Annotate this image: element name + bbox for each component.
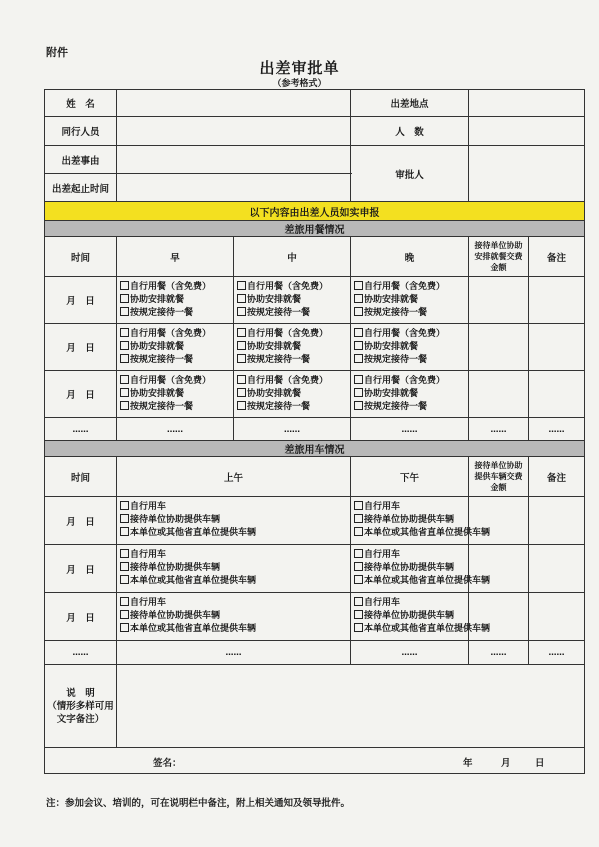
checkbox-icon[interactable] bbox=[120, 501, 129, 510]
year-label: 年 bbox=[463, 758, 473, 769]
headcount-field[interactable] bbox=[469, 117, 585, 146]
date-cell[interactable]: 月 日 bbox=[45, 545, 117, 593]
amount-field[interactable] bbox=[469, 324, 529, 371]
ellipsis: …… bbox=[469, 418, 529, 441]
checkbox-option[interactable]: 自行用餐（含免费） bbox=[354, 375, 466, 388]
signature-row bbox=[45, 748, 585, 774]
meals-ellipsis-row bbox=[45, 418, 585, 441]
name-label: 姓 名 bbox=[45, 90, 117, 117]
checkbox-icon[interactable] bbox=[237, 281, 246, 290]
vehicles-col-afternoon: 下午 bbox=[351, 457, 469, 497]
form-subtitle: （参考格式） bbox=[272, 79, 327, 89]
checkbox-option[interactable]: 本单位或其他省直单位提供车辆 bbox=[354, 527, 466, 540]
checkbox-icon[interactable] bbox=[237, 294, 246, 303]
explanation-title: 说 明 bbox=[66, 687, 95, 699]
remark-field[interactable] bbox=[529, 324, 585, 371]
companions-field[interactable] bbox=[117, 117, 351, 146]
date-cell[interactable]: 月 日 bbox=[45, 371, 117, 418]
checkbox-icon[interactable] bbox=[120, 527, 129, 536]
checkbox-option[interactable]: 本单位或其他省直单位提供车辆 bbox=[354, 623, 466, 636]
checkbox-option[interactable]: 本单位或其他省直单位提供车辆 bbox=[120, 527, 348, 540]
explanation-label bbox=[45, 665, 117, 748]
amount-field[interactable] bbox=[469, 277, 529, 324]
day-label: 日 bbox=[535, 758, 545, 769]
remark-field[interactable] bbox=[529, 497, 585, 545]
checkbox-icon[interactable] bbox=[354, 294, 363, 303]
checkbox-icon[interactable] bbox=[120, 388, 129, 397]
checkbox-option[interactable]: 协助安排就餐 bbox=[354, 341, 466, 354]
name-field[interactable] bbox=[117, 90, 351, 117]
remark-field[interactable] bbox=[529, 545, 585, 593]
meals-row bbox=[45, 371, 585, 418]
breakfast-options bbox=[117, 324, 234, 371]
checkbox-icon[interactable] bbox=[354, 562, 363, 571]
checkbox-option[interactable]: 本单位或其他省直单位提供车辆 bbox=[120, 623, 348, 636]
checkbox-icon[interactable] bbox=[354, 623, 363, 632]
checkbox-icon[interactable] bbox=[120, 281, 129, 290]
checkbox-icon[interactable] bbox=[237, 307, 246, 316]
afternoon-options bbox=[351, 545, 491, 593]
dinner-options bbox=[351, 324, 469, 371]
checkbox-icon[interactable] bbox=[354, 375, 363, 384]
checkbox-icon[interactable] bbox=[354, 328, 363, 337]
checkbox-icon[interactable] bbox=[354, 501, 363, 510]
vehicles-row bbox=[45, 545, 585, 593]
checkbox-option[interactable]: 按规定接待一餐 bbox=[237, 307, 348, 320]
checkbox-option[interactable]: 自行用餐（含免费） bbox=[354, 328, 466, 341]
meals-col-time: 时间 bbox=[45, 237, 117, 277]
vehicles-row bbox=[45, 593, 585, 641]
checkbox-icon[interactable] bbox=[237, 388, 246, 397]
remark-field[interactable] bbox=[529, 371, 585, 418]
checkbox-option[interactable]: 协助安排就餐 bbox=[354, 388, 466, 401]
checkbox-option[interactable]: 自行用车 bbox=[120, 597, 348, 610]
checkbox-icon[interactable] bbox=[237, 328, 246, 337]
dinner-options bbox=[351, 277, 469, 324]
vehicles-col-remark: 备注 bbox=[529, 457, 585, 497]
lunch-options bbox=[234, 324, 351, 371]
checkbox-icon[interactable] bbox=[120, 597, 129, 606]
period-field[interactable] bbox=[117, 174, 351, 202]
checkbox-icon[interactable] bbox=[237, 354, 246, 363]
companions-label: 同行人员 bbox=[45, 117, 117, 146]
explanation-hint: （情形多样可用文字备注） bbox=[47, 700, 114, 725]
checkbox-option[interactable]: 自行用餐（含免费） bbox=[237, 281, 348, 294]
checkbox-icon[interactable] bbox=[120, 549, 129, 558]
declaration-banner: 以下内容由出差人员如实申报 bbox=[45, 202, 585, 221]
checkbox-icon[interactable] bbox=[354, 388, 363, 397]
form-title: 出差审批单 bbox=[259, 59, 340, 77]
checkbox-icon[interactable] bbox=[354, 401, 363, 410]
breakfast-options bbox=[117, 371, 234, 418]
remark-field[interactable] bbox=[529, 277, 585, 324]
dinner-options bbox=[351, 371, 469, 418]
lunch-options bbox=[234, 371, 351, 418]
reason-label: 出差事由 bbox=[45, 146, 117, 174]
footnote: 注：参加会议、培训的，可在说明栏中备注，附上相关通知及领导批件。 bbox=[46, 798, 351, 809]
checkbox-option[interactable]: 自行用餐（含免费） bbox=[120, 375, 231, 388]
attachment-label: 附件 bbox=[46, 46, 68, 59]
checkbox-option[interactable]: 协助安排就餐 bbox=[237, 341, 348, 354]
date-cell[interactable]: 月 日 bbox=[45, 497, 117, 545]
checkbox-icon[interactable] bbox=[120, 294, 129, 303]
checkbox-icon[interactable] bbox=[354, 281, 363, 290]
checkbox-icon[interactable] bbox=[120, 341, 129, 350]
vehicles-col-morning: 上午 bbox=[117, 457, 351, 497]
vehicles-ellipsis-row bbox=[45, 641, 585, 665]
checkbox-option[interactable]: 按规定接待一餐 bbox=[237, 401, 348, 414]
morning-options bbox=[117, 497, 351, 545]
meals-row bbox=[45, 324, 585, 371]
checkbox-option[interactable]: 自行用车 bbox=[120, 501, 348, 514]
checkbox-option[interactable]: 自行用餐（含免费） bbox=[237, 375, 348, 388]
amount-field[interactable] bbox=[469, 371, 529, 418]
checkbox-icon[interactable] bbox=[354, 354, 363, 363]
checkbox-icon[interactable] bbox=[354, 610, 363, 619]
meals-col-breakfast: 早 bbox=[117, 237, 234, 277]
vehicles-col-time: 时间 bbox=[45, 457, 117, 497]
checkbox-icon[interactable] bbox=[237, 375, 246, 384]
checkbox-option[interactable]: 接待单位协助提供车辆 bbox=[120, 610, 348, 623]
approver-field[interactable] bbox=[469, 146, 585, 202]
reason-field[interactable] bbox=[117, 146, 351, 174]
checkbox-option[interactable]: 按规定接待一餐 bbox=[354, 307, 466, 320]
checkbox-icon[interactable] bbox=[120, 401, 129, 410]
afternoon-options bbox=[351, 497, 491, 545]
signature-label: 签名： bbox=[153, 758, 182, 769]
checkbox-option[interactable]: 自行用餐（含免费） bbox=[120, 281, 231, 294]
ellipsis: …… bbox=[45, 641, 117, 665]
checkbox-icon[interactable] bbox=[120, 562, 129, 571]
ellipsis: …… bbox=[117, 418, 234, 441]
checkbox-option[interactable]: 按规定接待一餐 bbox=[354, 354, 466, 367]
checkbox-icon[interactable] bbox=[120, 610, 129, 619]
remark-field[interactable] bbox=[529, 593, 585, 641]
checkbox-option[interactable]: 自行用车 bbox=[354, 597, 466, 610]
checkbox-icon[interactable] bbox=[237, 401, 246, 410]
checkbox-option[interactable]: 自行用车 bbox=[354, 501, 466, 514]
checkbox-icon[interactable] bbox=[120, 623, 129, 632]
checkbox-icon[interactable] bbox=[354, 307, 363, 316]
meals-section-title: 差旅用餐情况 bbox=[45, 221, 585, 237]
meals-col-amount: 接待单位协助安排就餐交费金额 bbox=[469, 237, 529, 277]
destination-field[interactable] bbox=[469, 90, 585, 117]
explanation-field[interactable] bbox=[117, 665, 585, 748]
ellipsis: …… bbox=[529, 418, 585, 441]
vehicles-col-amount: 接待单位协助提供车辆交费金额 bbox=[469, 457, 529, 497]
checkbox-option[interactable]: 自行用车 bbox=[120, 549, 348, 562]
checkbox-option[interactable]: 接待单位协助提供车辆 bbox=[354, 562, 466, 575]
month-label: 月 bbox=[501, 758, 511, 769]
checkbox-option[interactable]: 接待单位协助提供车辆 bbox=[354, 610, 466, 623]
approver-label: 审批人 bbox=[351, 146, 469, 202]
checkbox-option[interactable]: 自行用车 bbox=[354, 549, 466, 562]
checkbox-icon[interactable] bbox=[354, 514, 363, 523]
destination-label: 出差地点 bbox=[351, 90, 469, 117]
morning-options bbox=[117, 593, 351, 641]
checkbox-icon[interactable] bbox=[354, 527, 363, 536]
meals-col-lunch: 中 bbox=[234, 237, 351, 277]
morning-options bbox=[117, 545, 351, 593]
checkbox-icon[interactable] bbox=[354, 341, 363, 350]
checkbox-option[interactable]: 协助安排就餐 bbox=[120, 341, 231, 354]
checkbox-option[interactable]: 本单位或其他省直单位提供车辆 bbox=[120, 575, 348, 588]
checkbox-option[interactable]: 自行用餐（含免费） bbox=[237, 328, 348, 341]
checkbox-option[interactable]: 自行用餐（含免费） bbox=[120, 328, 231, 341]
checkbox-option[interactable]: 按规定接待一餐 bbox=[120, 401, 231, 414]
lunch-options bbox=[234, 277, 351, 324]
vehicles-row bbox=[45, 497, 585, 545]
checkbox-icon[interactable] bbox=[120, 514, 129, 523]
checkbox-icon[interactable] bbox=[120, 375, 129, 384]
headcount-label: 人 数 bbox=[351, 117, 469, 146]
checkbox-option[interactable]: 协助安排就餐 bbox=[120, 388, 231, 401]
checkbox-option[interactable]: 协助安排就餐 bbox=[120, 294, 231, 307]
checkbox-option[interactable]: 按规定接待一餐 bbox=[237, 354, 348, 367]
checkbox-option[interactable]: 协助安排就餐 bbox=[237, 388, 348, 401]
afternoon-options bbox=[351, 593, 491, 641]
meals-col-remark: 备注 bbox=[529, 237, 585, 277]
checkbox-icon[interactable] bbox=[120, 307, 129, 316]
checkbox-option[interactable]: 按规定接待一餐 bbox=[120, 307, 231, 320]
checkbox-option[interactable]: 本单位或其他省直单位提供车辆 bbox=[354, 575, 466, 588]
checkbox-option[interactable]: 按规定接待一餐 bbox=[120, 354, 231, 367]
checkbox-option[interactable]: 接待单位协助提供车辆 bbox=[120, 562, 348, 575]
checkbox-icon[interactable] bbox=[120, 575, 129, 584]
checkbox-option[interactable]: 自行用餐（含免费） bbox=[354, 281, 466, 294]
checkbox-icon[interactable] bbox=[354, 597, 363, 606]
ellipsis: …… bbox=[529, 641, 585, 665]
checkbox-icon[interactable] bbox=[237, 341, 246, 350]
period-label: 出差起止时间 bbox=[45, 174, 117, 202]
checkbox-option[interactable]: 协助安排就餐 bbox=[237, 294, 348, 307]
date-cell[interactable]: 月 日 bbox=[45, 593, 117, 641]
checkbox-option[interactable]: 按规定接待一餐 bbox=[354, 401, 466, 414]
checkbox-icon[interactable] bbox=[354, 549, 363, 558]
ellipsis: …… bbox=[351, 641, 469, 665]
meals-row bbox=[45, 277, 585, 324]
ellipsis: …… bbox=[351, 418, 469, 441]
ellipsis: …… bbox=[469, 641, 529, 665]
approval-form bbox=[44, 89, 585, 774]
ellipsis: …… bbox=[45, 418, 117, 441]
checkbox-icon[interactable] bbox=[120, 328, 129, 337]
breakfast-options bbox=[117, 277, 234, 324]
meals-col-dinner: 晚 bbox=[351, 237, 469, 277]
checkbox-option[interactable]: 协助安排就餐 bbox=[354, 294, 466, 307]
checkbox-option[interactable]: 接待单位协助提供车辆 bbox=[354, 514, 466, 527]
date-cell[interactable]: 月 日 bbox=[45, 324, 117, 371]
ellipsis: …… bbox=[234, 418, 351, 441]
date-cell[interactable]: 月 日 bbox=[45, 277, 117, 324]
checkbox-option[interactable]: 接待单位协助提供车辆 bbox=[120, 514, 348, 527]
vehicles-section-title: 差旅用车情况 bbox=[45, 441, 585, 457]
checkbox-icon[interactable] bbox=[120, 354, 129, 363]
ellipsis: …… bbox=[117, 641, 351, 665]
checkbox-icon[interactable] bbox=[354, 575, 363, 584]
